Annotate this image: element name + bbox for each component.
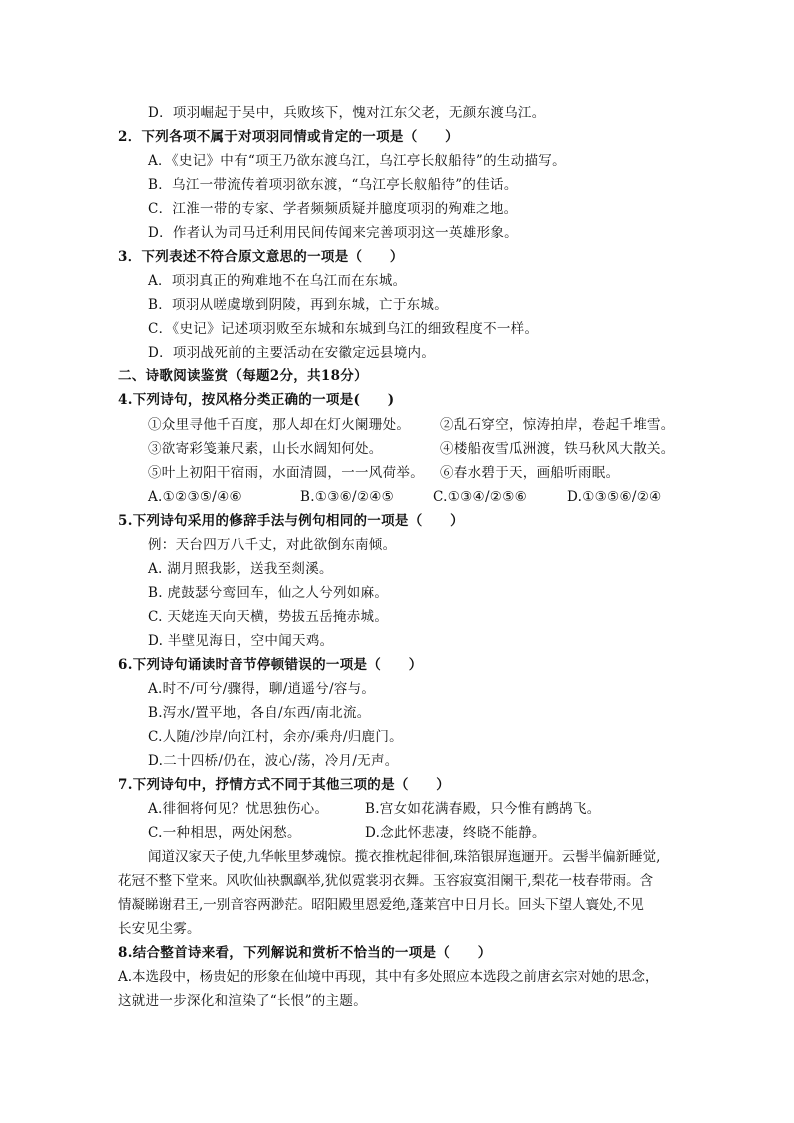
q3-option-c: C．《史记》记述项羽败至东城和东城到乌江的细致程度不一样。 <box>148 321 539 337</box>
q4-option-c: C.①③④/②⑤⑥ <box>433 489 528 505</box>
question-7: 7.下列诗句中，抒情方式不同于其他三项的是（ ） <box>118 777 451 793</box>
q2-option-a: A．《史记》中有“项王乃欲东渡乌江，乌江亭长舣船待”的生动描写。 <box>148 153 566 169</box>
poem-line-5: ⑤叶上初阳干宿雨，水面清圆，一一风荷举。 <box>148 465 424 481</box>
question-6: 6.下列诗句诵读时音节停顿错误的一项是（ ） <box>118 657 423 673</box>
poem-line-3: ③欲寄彩笺兼尺素，山长水阔知何处。 <box>148 441 383 457</box>
question-8: 8.结合整首诗来看，下列解说和赏析不恰当的一项是（ ） <box>118 945 492 961</box>
q5-option-c: C. 天姥连天向天横，势拔五岳掩赤城。 <box>148 609 389 625</box>
q3-option-d: D．项羽战死前的主要活动在安徽定远县境内。 <box>148 345 436 361</box>
q5-option-a: A. 湖月照我影，送我至剡溪。 <box>148 561 333 577</box>
poem-line-6: ⑥春水碧于天，画船听雨眠。 <box>440 465 620 481</box>
poem-passage-line-4: 长安见尘雾。 <box>118 921 201 937</box>
poem-line-4: ④楼船夜雪瓜洲渡，铁马秋风大散关。 <box>440 441 675 457</box>
q3-option-b: B．项羽从嗟虞墩到阴陵，再到东城，亡于东城。 <box>148 297 449 313</box>
q8-option-a-line-1: A.本选段中，杨贵妃的形象在仙境中再现，其中有多处照应本选段之前唐玄宗对她的思念， <box>118 969 659 985</box>
q1-option-d: D．项羽崛起于吴中，兵败垓下，愧对江东父老，无颜东渡乌江。 <box>148 105 546 121</box>
q8-option-a-line-2: 这就进一步深化和渲染了“长恨”的主题。 <box>118 993 368 1009</box>
question-3: 3．下列表述不符合原文意思的一项是（ ） <box>118 249 404 265</box>
q7-option-b: B.宫女如花满春殿，只今惟有鹧鸪飞。 <box>365 801 601 817</box>
poem-passage-line-3: 情凝睇谢君王,一别音容两渺茫。昭阳殿里恩爱绝,蓬莱宫中日月长。回头下望人寰处,不见 <box>118 897 644 913</box>
poem-passage-line-2: 花冠不整下堂来。风吹仙袂飘飖举,犹似霓裳羽衣舞。玉容寂寞泪阑干,梨花一枝春带雨。含 <box>118 873 654 889</box>
q6-option-a: A.时不/可兮/骤得，聊/逍遥兮/容与。 <box>148 681 376 697</box>
q2-option-b: B．乌江一带流传着项羽欲东渡，“乌江亭长舣船待”的佳话。 <box>148 177 518 193</box>
q7-option-d: D.念此怀悲凄，终晓不能静。 <box>365 825 546 841</box>
q7-option-c: C.一种相思，两处闲愁。 <box>148 825 301 841</box>
poem-passage-line-1: 闻道汉家天子使,九华帐里梦魂惊。揽衣推枕起徘徊,珠箔银屏迤逦开。云髻半偏新睡觉, <box>148 849 661 865</box>
q4-option-d: D.①③⑤⑥/②④ <box>567 489 662 505</box>
q5-option-b: B. 虎鼓瑟兮鸾回车，仙之人兮列如麻。 <box>148 585 389 601</box>
q3-option-a: A．项羽真正的殉难地不在乌江而在东城。 <box>148 273 407 289</box>
q7-option-a: A.徘徊将何见？忧思独伤心。 <box>148 801 329 817</box>
q5-option-d: D. 半壁见海日，空中闻天鸡。 <box>148 633 334 649</box>
q4-option-a: A.①②③⑤/④⑥ <box>148 489 242 505</box>
q5-example: 例：天台四万八千丈，对此欲倒东南倾。 <box>148 537 397 553</box>
question-2: 2．下列各项不属于对项羽同情或肯定的一项是（ ） <box>118 129 459 145</box>
poem-line-1: ①众里寻他千百度，那人却在灯火阑珊处。 <box>148 417 411 433</box>
q6-option-d: D.二十四桥/仍在，波心/荡，冷月/无声。 <box>148 753 399 769</box>
q2-option-d: D．作者认为司马迁利用民间传闻来完善项羽这一英雄形象。 <box>148 225 518 241</box>
section-heading: 二、诗歌阅读鉴赏（每题2分，共18分） <box>118 368 368 384</box>
question-4: 4.下列诗句，按风格分类正确的一项是( ) <box>118 392 395 408</box>
poem-line-2: ②乱石穿空，惊涛拍岸，卷起千堆雪。 <box>440 417 675 433</box>
question-5: 5.下列诗句采用的修辞手法与例句相同的一项是（ ） <box>118 513 464 529</box>
q2-option-c: C．江淮一带的专家、学者频频质疑并臆度项羽的殉难之地。 <box>148 201 518 217</box>
q4-option-b: B.①③⑥/②④⑤ <box>300 489 395 505</box>
q6-option-b: B.泻水/置平地，各自/东西/南北流。 <box>148 705 371 721</box>
q6-option-c: C.人随/沙岸/向江村，余亦/乘舟/归鹿门。 <box>148 729 403 745</box>
